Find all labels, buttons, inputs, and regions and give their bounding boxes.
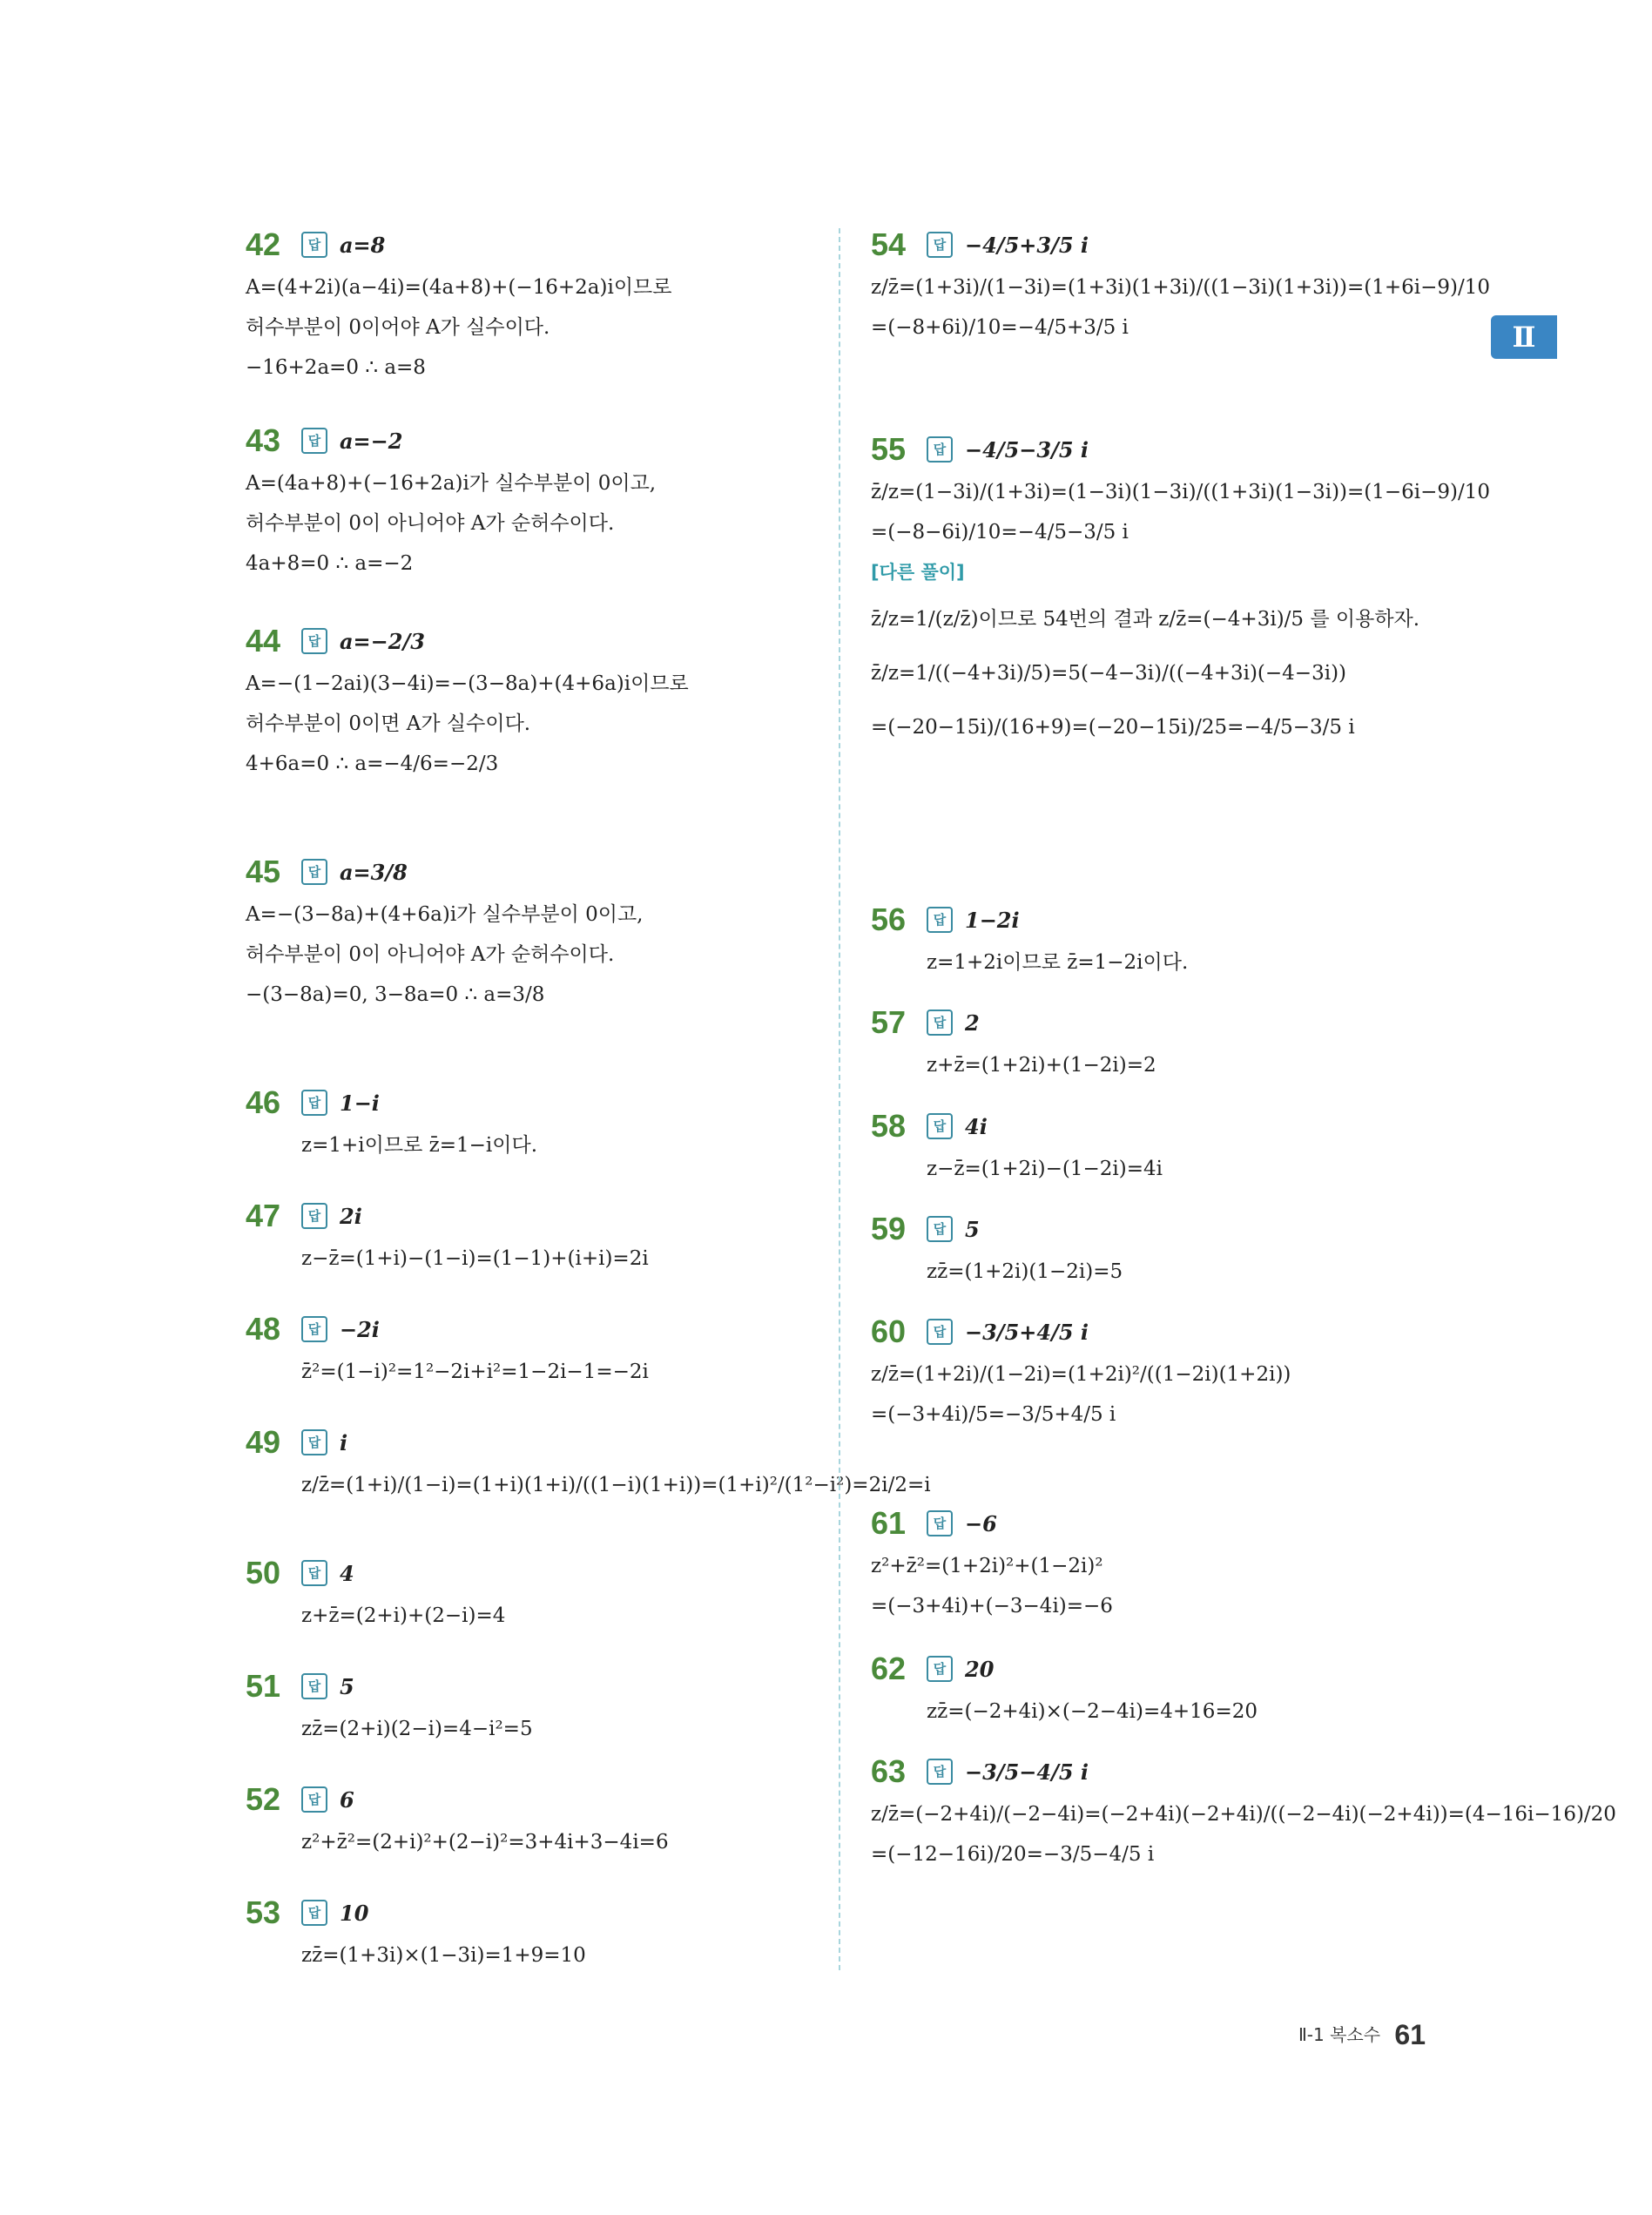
problem-header xyxy=(246,418,656,463)
solution-line: z/z̄=(1+i)/(1−i)=(1+i)(1+i)/((1−i)(1+i))=(1+i)²/(1²−i²)=2i/2=i xyxy=(301,1474,931,1496)
problem-52 xyxy=(246,1777,669,1862)
problem-header xyxy=(246,1307,649,1352)
problem-number: 60 xyxy=(871,1313,907,1349)
solution-line: z+z̄=(1+2i)+(1−2i)=2 xyxy=(927,1054,1156,1077)
problem-number: 52 xyxy=(246,1781,281,1817)
problem-header xyxy=(871,1104,1163,1149)
alternative-solution-line: z̄/z=1/(z/z̄)이므로 54번의 결과 z/z̄=(−4+3i)/5 를 이용하자. xyxy=(871,608,1420,631)
solution-line: z−z̄=(1+i)−(1−i)=(1−1)+(i+i)=2i xyxy=(301,1247,649,1270)
problem-header xyxy=(246,1420,931,1465)
problem-44 xyxy=(246,618,689,784)
solution-line: zz̄=(1+2i)(1−2i)=5 xyxy=(927,1260,1123,1283)
answer-value: 4 xyxy=(340,1560,354,1586)
solution-line: =(−3+4i)+(−3−4i)=−6 xyxy=(871,1595,1113,1617)
problem-number: 48 xyxy=(246,1311,281,1347)
solution-line: A=−(3−8a)+(4+6a)i가 실수부분이 0이고, xyxy=(246,903,644,926)
problem-header xyxy=(246,1664,533,1709)
problem-header xyxy=(246,222,672,267)
solution-line: z+z̄=(2+i)+(2−i)=4 xyxy=(301,1604,506,1627)
problem-header xyxy=(246,1080,537,1125)
alternative-solution-label: [다른 풀이] xyxy=(871,562,965,583)
answer-badge-icon: 답 xyxy=(301,1673,327,1699)
answer-value: −4/5−3/5 i xyxy=(965,436,1089,463)
solution-line: 허수부분이 0이면 A가 실수이다. xyxy=(246,712,531,735)
problem-header xyxy=(871,1501,1113,1546)
answer-badge-icon: 답 xyxy=(301,859,327,885)
solution-line: z/z̄=(1+2i)/(1−2i)=(1+2i)²/((1−2i)(1+2i)) xyxy=(871,1363,1291,1386)
problem-number: 62 xyxy=(871,1651,907,1686)
solution-line: z/z̄=(−2+4i)/(−2−4i)=(−2+4i)(−2+4i)/((−2−4i)(−2+4i))=(4−16i−16)/20 xyxy=(871,1803,1616,1826)
problem-number: 63 xyxy=(871,1753,907,1789)
solution-line: =(−3+4i)/5=−3/5+4/5 i xyxy=(871,1403,1116,1426)
solution-line: z=1+2i이므로 z̄=1−2i이다. xyxy=(927,951,1189,974)
answer-badge-icon: 답 xyxy=(927,436,953,463)
solution-line: z−z̄=(1+2i)−(1−2i)=4i xyxy=(927,1158,1163,1180)
solution-line: z²+z̄²=(1+2i)²+(1−2i)² xyxy=(871,1555,1103,1577)
problem-header xyxy=(871,1749,1616,1794)
problem-header xyxy=(246,618,689,664)
answer-badge-icon: 답 xyxy=(301,1203,327,1229)
problem-number: 58 xyxy=(871,1108,907,1144)
solution-line: A=−(1−2ai)(3−4i)=−(3−8a)+(4+6a)i이므로 xyxy=(246,672,689,695)
problem-header xyxy=(871,1206,1123,1252)
problem-number: 54 xyxy=(871,226,907,262)
page-footer xyxy=(1298,2019,1426,2051)
problem-number: 42 xyxy=(246,226,281,262)
page-number: 61 xyxy=(1394,2019,1426,2050)
problem-number: 47 xyxy=(246,1198,281,1233)
solution-line: −16+2a=0 ∴ a=8 xyxy=(246,356,426,379)
answer-value: −4/5+3/5 i xyxy=(965,232,1089,258)
solution-line: z/z̄=(1+3i)/(1−3i)=(1+3i)(1+3i)/((1−3i)(1+3i))=(1+6i−9)/10 xyxy=(871,276,1491,299)
answer-badge-icon: 답 xyxy=(927,232,953,258)
problem-header xyxy=(246,1193,649,1239)
answer-badge-icon: 답 xyxy=(301,1090,327,1116)
answer-value: a=−2 xyxy=(340,428,403,454)
solution-line: A=(4a+8)+(−16+2a)i가 실수부분이 0이고, xyxy=(246,472,657,495)
answer-badge-icon: 답 xyxy=(927,1510,953,1536)
solution-line: 허수부분이 0이 아니어야 A가 순허수이다. xyxy=(246,943,615,966)
problem-49 xyxy=(246,1420,931,1505)
answer-value: 2i xyxy=(340,1203,362,1229)
problem-header xyxy=(246,849,643,895)
answer-value: −3/5+4/5 i xyxy=(965,1319,1089,1345)
problem-47 xyxy=(246,1193,649,1279)
solution-line: 허수부분이 0이 아니어야 A가 순허수이다. xyxy=(246,512,615,535)
solution-line: z=1+i이므로 z̄=1−i이다. xyxy=(301,1134,538,1157)
answer-value: i xyxy=(340,1429,348,1455)
problem-header xyxy=(871,1646,1258,1692)
answer-value: 1−2i xyxy=(965,907,1020,933)
problem-number: 56 xyxy=(871,902,907,937)
problem-header xyxy=(871,222,1490,267)
problem-54 xyxy=(871,222,1490,348)
answer-value: 6 xyxy=(340,1786,354,1813)
problem-number: 51 xyxy=(246,1668,281,1704)
problem-48 xyxy=(246,1307,649,1392)
answer-value: a=3/8 xyxy=(340,859,408,885)
problem-50 xyxy=(246,1550,505,1636)
solution-line: 4+6a=0 ∴ a=−4/6=−2/3 xyxy=(246,753,499,775)
answer-badge-icon: 답 xyxy=(927,1216,953,1242)
problem-header xyxy=(246,1777,669,1822)
answer-badge-icon: 답 xyxy=(927,1010,953,1036)
answer-badge-icon: 답 xyxy=(927,1759,953,1785)
problem-header xyxy=(871,1309,1291,1354)
problem-55 xyxy=(871,427,1490,754)
solution-line: z̄²=(1−i)²=1²−2i+i²=1−2i−1=−2i xyxy=(301,1361,649,1383)
problem-number: 44 xyxy=(246,623,281,658)
answer-value: 20 xyxy=(965,1656,995,1682)
solution-line: A=(4+2i)(a−4i)=(4a+8)+(−16+2a)i이므로 xyxy=(246,276,672,299)
problem-number: 57 xyxy=(871,1004,907,1040)
problem-number: 59 xyxy=(871,1211,907,1246)
problem-header xyxy=(246,1550,505,1596)
answer-value: 2 xyxy=(965,1010,980,1036)
answer-badge-icon: 답 xyxy=(301,628,327,654)
problem-46 xyxy=(246,1080,537,1165)
problem-60 xyxy=(871,1309,1291,1435)
solution-line: −(3−8a)=0, 3−8a=0 ∴ a=3/8 xyxy=(246,983,545,1006)
problem-number: 55 xyxy=(871,431,907,467)
problem-number: 49 xyxy=(246,1424,281,1460)
problem-62 xyxy=(871,1646,1258,1732)
problem-45 xyxy=(246,849,643,1015)
column-divider xyxy=(839,228,840,1970)
answer-value: −2i xyxy=(340,1316,380,1342)
problem-43 xyxy=(246,418,656,584)
solution-line: =(−8−6i)/10=−4/5−3/5 i xyxy=(871,521,1129,544)
answer-value: 5 xyxy=(965,1216,980,1242)
answer-badge-icon: 답 xyxy=(927,1656,953,1682)
problem-number: 50 xyxy=(246,1555,281,1590)
footer-section: Ⅱ-1 복소수 xyxy=(1298,2024,1381,2045)
problem-header xyxy=(871,427,1490,472)
solution-line: =(−12−16i)/20=−3/5−4/5 i xyxy=(871,1843,1155,1866)
answer-value: −3/5−4/5 i xyxy=(965,1759,1089,1785)
chapter-tab[interactable]: Ⅱ xyxy=(1491,315,1557,359)
answer-value: −6 xyxy=(965,1510,997,1536)
solution-line: zz̄=(−2+4i)×(−2−4i)=4+16=20 xyxy=(927,1700,1258,1723)
problem-57 xyxy=(871,1000,1156,1085)
problem-number: 45 xyxy=(246,854,281,889)
solution-line: zz̄=(2+i)(2−i)=4−i²=5 xyxy=(301,1718,533,1740)
problem-51 xyxy=(246,1664,533,1749)
answer-badge-icon: 답 xyxy=(301,1316,327,1342)
problem-53 xyxy=(246,1890,586,1975)
answer-badge-icon: 답 xyxy=(301,1560,327,1586)
problem-number: 53 xyxy=(246,1894,281,1930)
solution-line: z̄/z=(1−3i)/(1+3i)=(1−3i)(1−3i)/((1+3i)(1−3i))=(1−6i−9)/10 xyxy=(871,481,1491,503)
answer-badge-icon: 답 xyxy=(301,1786,327,1813)
problem-header xyxy=(246,1890,586,1935)
answer-badge-icon: 답 xyxy=(301,1900,327,1926)
answer-badge-icon: 답 xyxy=(927,907,953,933)
problem-header xyxy=(871,1000,1156,1045)
problem-56 xyxy=(871,897,1188,983)
answer-badge-icon: 답 xyxy=(927,1113,953,1139)
solution-line: 허수부분이 0이어야 A가 실수이다. xyxy=(246,316,550,339)
solution-line: z²+z̄²=(2+i)²+(2−i)²=3+4i+3−4i=6 xyxy=(301,1831,669,1854)
answer-value: 10 xyxy=(340,1900,369,1926)
answer-value: 4i xyxy=(965,1113,988,1139)
answer-value: 5 xyxy=(340,1673,354,1699)
problem-42 xyxy=(246,222,672,388)
problem-63 xyxy=(871,1749,1616,1874)
answer-badge-icon: 답 xyxy=(301,232,327,258)
problem-number: 61 xyxy=(871,1505,907,1541)
answer-value: a=8 xyxy=(340,232,386,258)
answer-value: 1−i xyxy=(340,1090,380,1116)
answer-value: a=−2/3 xyxy=(340,628,425,654)
problem-61 xyxy=(871,1501,1113,1626)
problem-number: 46 xyxy=(246,1084,281,1120)
problem-59 xyxy=(871,1206,1123,1292)
answer-badge-icon: 답 xyxy=(927,1319,953,1345)
alternative-solution-line: z̄/z=1/((−4+3i)/5)=5(−4−3i)/((−4+3i)(−4−3i)) xyxy=(871,662,1347,685)
answer-badge-icon: 답 xyxy=(301,428,327,454)
solution-line: =(−8+6i)/10=−4/5+3/5 i xyxy=(871,316,1129,339)
answer-badge-icon: 답 xyxy=(301,1429,327,1455)
problem-number: 43 xyxy=(246,422,281,458)
alternative-solution-line: =(−20−15i)/(16+9)=(−20−15i)/25=−4/5−3/5 i xyxy=(871,716,1355,739)
solution-line: zz̄=(1+3i)×(1−3i)=1+9=10 xyxy=(301,1944,586,1967)
problem-58 xyxy=(871,1104,1163,1189)
problem-header xyxy=(871,897,1188,942)
solution-line: 4a+8=0 ∴ a=−2 xyxy=(246,552,414,575)
